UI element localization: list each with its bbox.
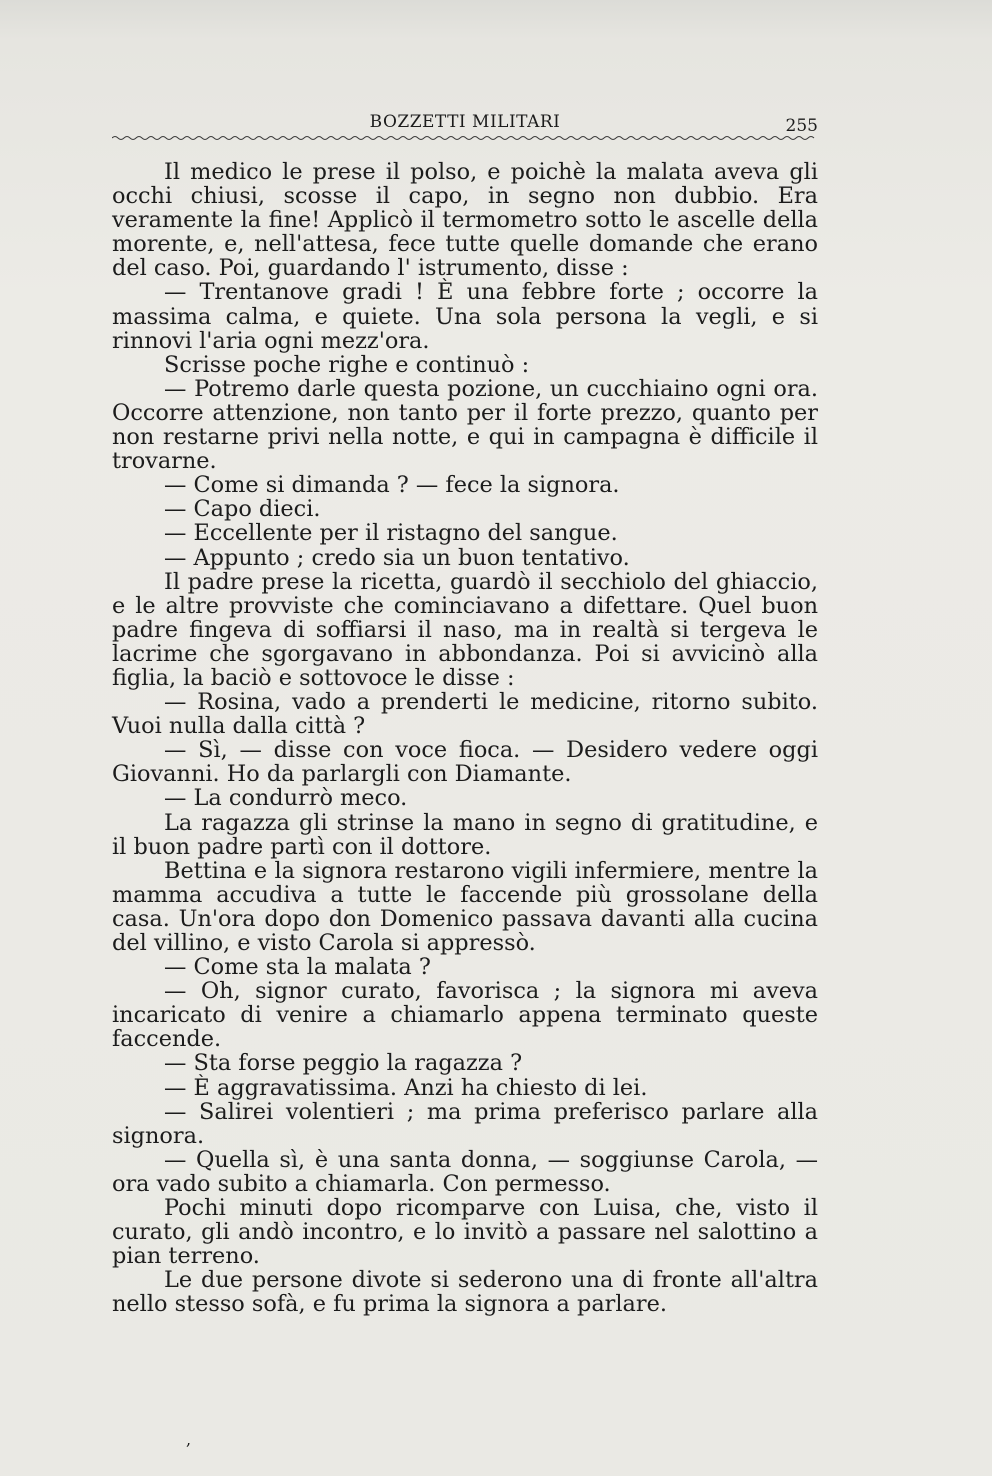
paragraph: — Trentanove gradi ! È una febbre forte ; occorre la massima calma, e quiete. Una sola persona la vegli, e si rinnovi l'aria ogni mezz'ora.	[112, 279, 818, 354]
body-text	[112, 160, 818, 1317]
running-title: BOZZETTI MILITARI	[369, 112, 561, 132]
paragraph: La ragazza gli strinse la mano in segno di gratitudine, e il buon padre partì con il dottore.	[112, 809, 818, 860]
ink-speck: ,	[186, 1430, 192, 1449]
paragraph: — È aggravatissima. Anzi ha chiesto di lei.	[164, 1074, 648, 1101]
page-number: 255	[785, 116, 818, 136]
paragraph: — La condurrò meco.	[164, 785, 408, 812]
paragraph: — Come si dimanda ? — fece la signora.	[164, 472, 620, 499]
paragraph: — Oh, signor curato, favorisca ; la signora mi aveva incaricato di venire a chiamarlo appena terminato queste faccende.	[112, 978, 818, 1053]
paragraph: — Quella sì, è una santa donna, — soggiunse Carola, — ora vado subito a chiamarla. Con permesso.	[112, 1146, 818, 1197]
paragraph: — Salirei volentieri ; ma prima preferisco parlare alla signora.	[112, 1098, 818, 1149]
paragraph: Il padre prese la ricetta, guardò il secchiolo del ghiaccio, e le altre provviste che cominciavano a difettare. Quel buon padre fingeva di soffiarsi il naso, ma in realtà si tergeva le lacrime che sgorgavano in abbondanza. Poi si avvicinò alla figlia, la baciò e sottovoce le disse :	[112, 568, 818, 691]
paragraph: Il medico le prese il polso, e poichè la malata aveva gli occhi chiusi, scosse il capo, in segno non dubbio. Era veramente la fine! Applicò il termometro sotto le ascelle della morente, e, nell'attesa, fece tutte quelle domande che erano del caso. Poi, guardando l' istrumento, disse :	[112, 159, 818, 282]
paragraph: — Capo dieci.	[164, 496, 321, 523]
paragraph: Bettina e la signora restarono vigili infermiere, mentre la mamma accudiva a tutte le faccende più grossolane della casa. Un'ora dopo don Domenico passava davanti alla cucina del villino, e visto Carola si appressò.	[112, 857, 818, 956]
paragraph: — Come sta la malata ?	[164, 954, 431, 981]
header-wavy-rule	[112, 135, 818, 145]
paragraph: — Sta forse peggio la ragazza ?	[164, 1050, 523, 1077]
paragraph: Scrisse poche righe e continuò :	[164, 351, 530, 378]
page-header	[112, 112, 818, 142]
paragraph: Pochi minuti dopo ricomparve con Luisa, che, visto il curato, gli andò incontro, e lo invitò a passare nel salottino a pian terreno.	[112, 1195, 818, 1270]
paragraph: — Potremo darle questa pozione, un cucchiaino ogni ora. Occorre attenzione, non tanto per il forte prezzo, quanto per non restarne privi nella notte, e qui in campagna è difficile il trovarne.	[112, 375, 818, 475]
paragraph: Le due persone divote si sederono una di fronte all'altra nello stesso sofà, e fu prima la signora a parlare.	[112, 1267, 818, 1318]
paragraph: — Eccellente per il ristagno del sangue.	[164, 520, 618, 547]
paragraph: — Sì, — disse con voce fioca. — Desidero vedere oggi Giovanni. Ho da parlargli con Diamante.	[112, 737, 818, 788]
paragraph: — Rosina, vado a prenderti le medicine, ritorno subito. Vuoi nulla dalla città ?	[112, 689, 818, 740]
paragraph: — Appunto ; credo sia un buon tentativo.	[164, 544, 630, 571]
